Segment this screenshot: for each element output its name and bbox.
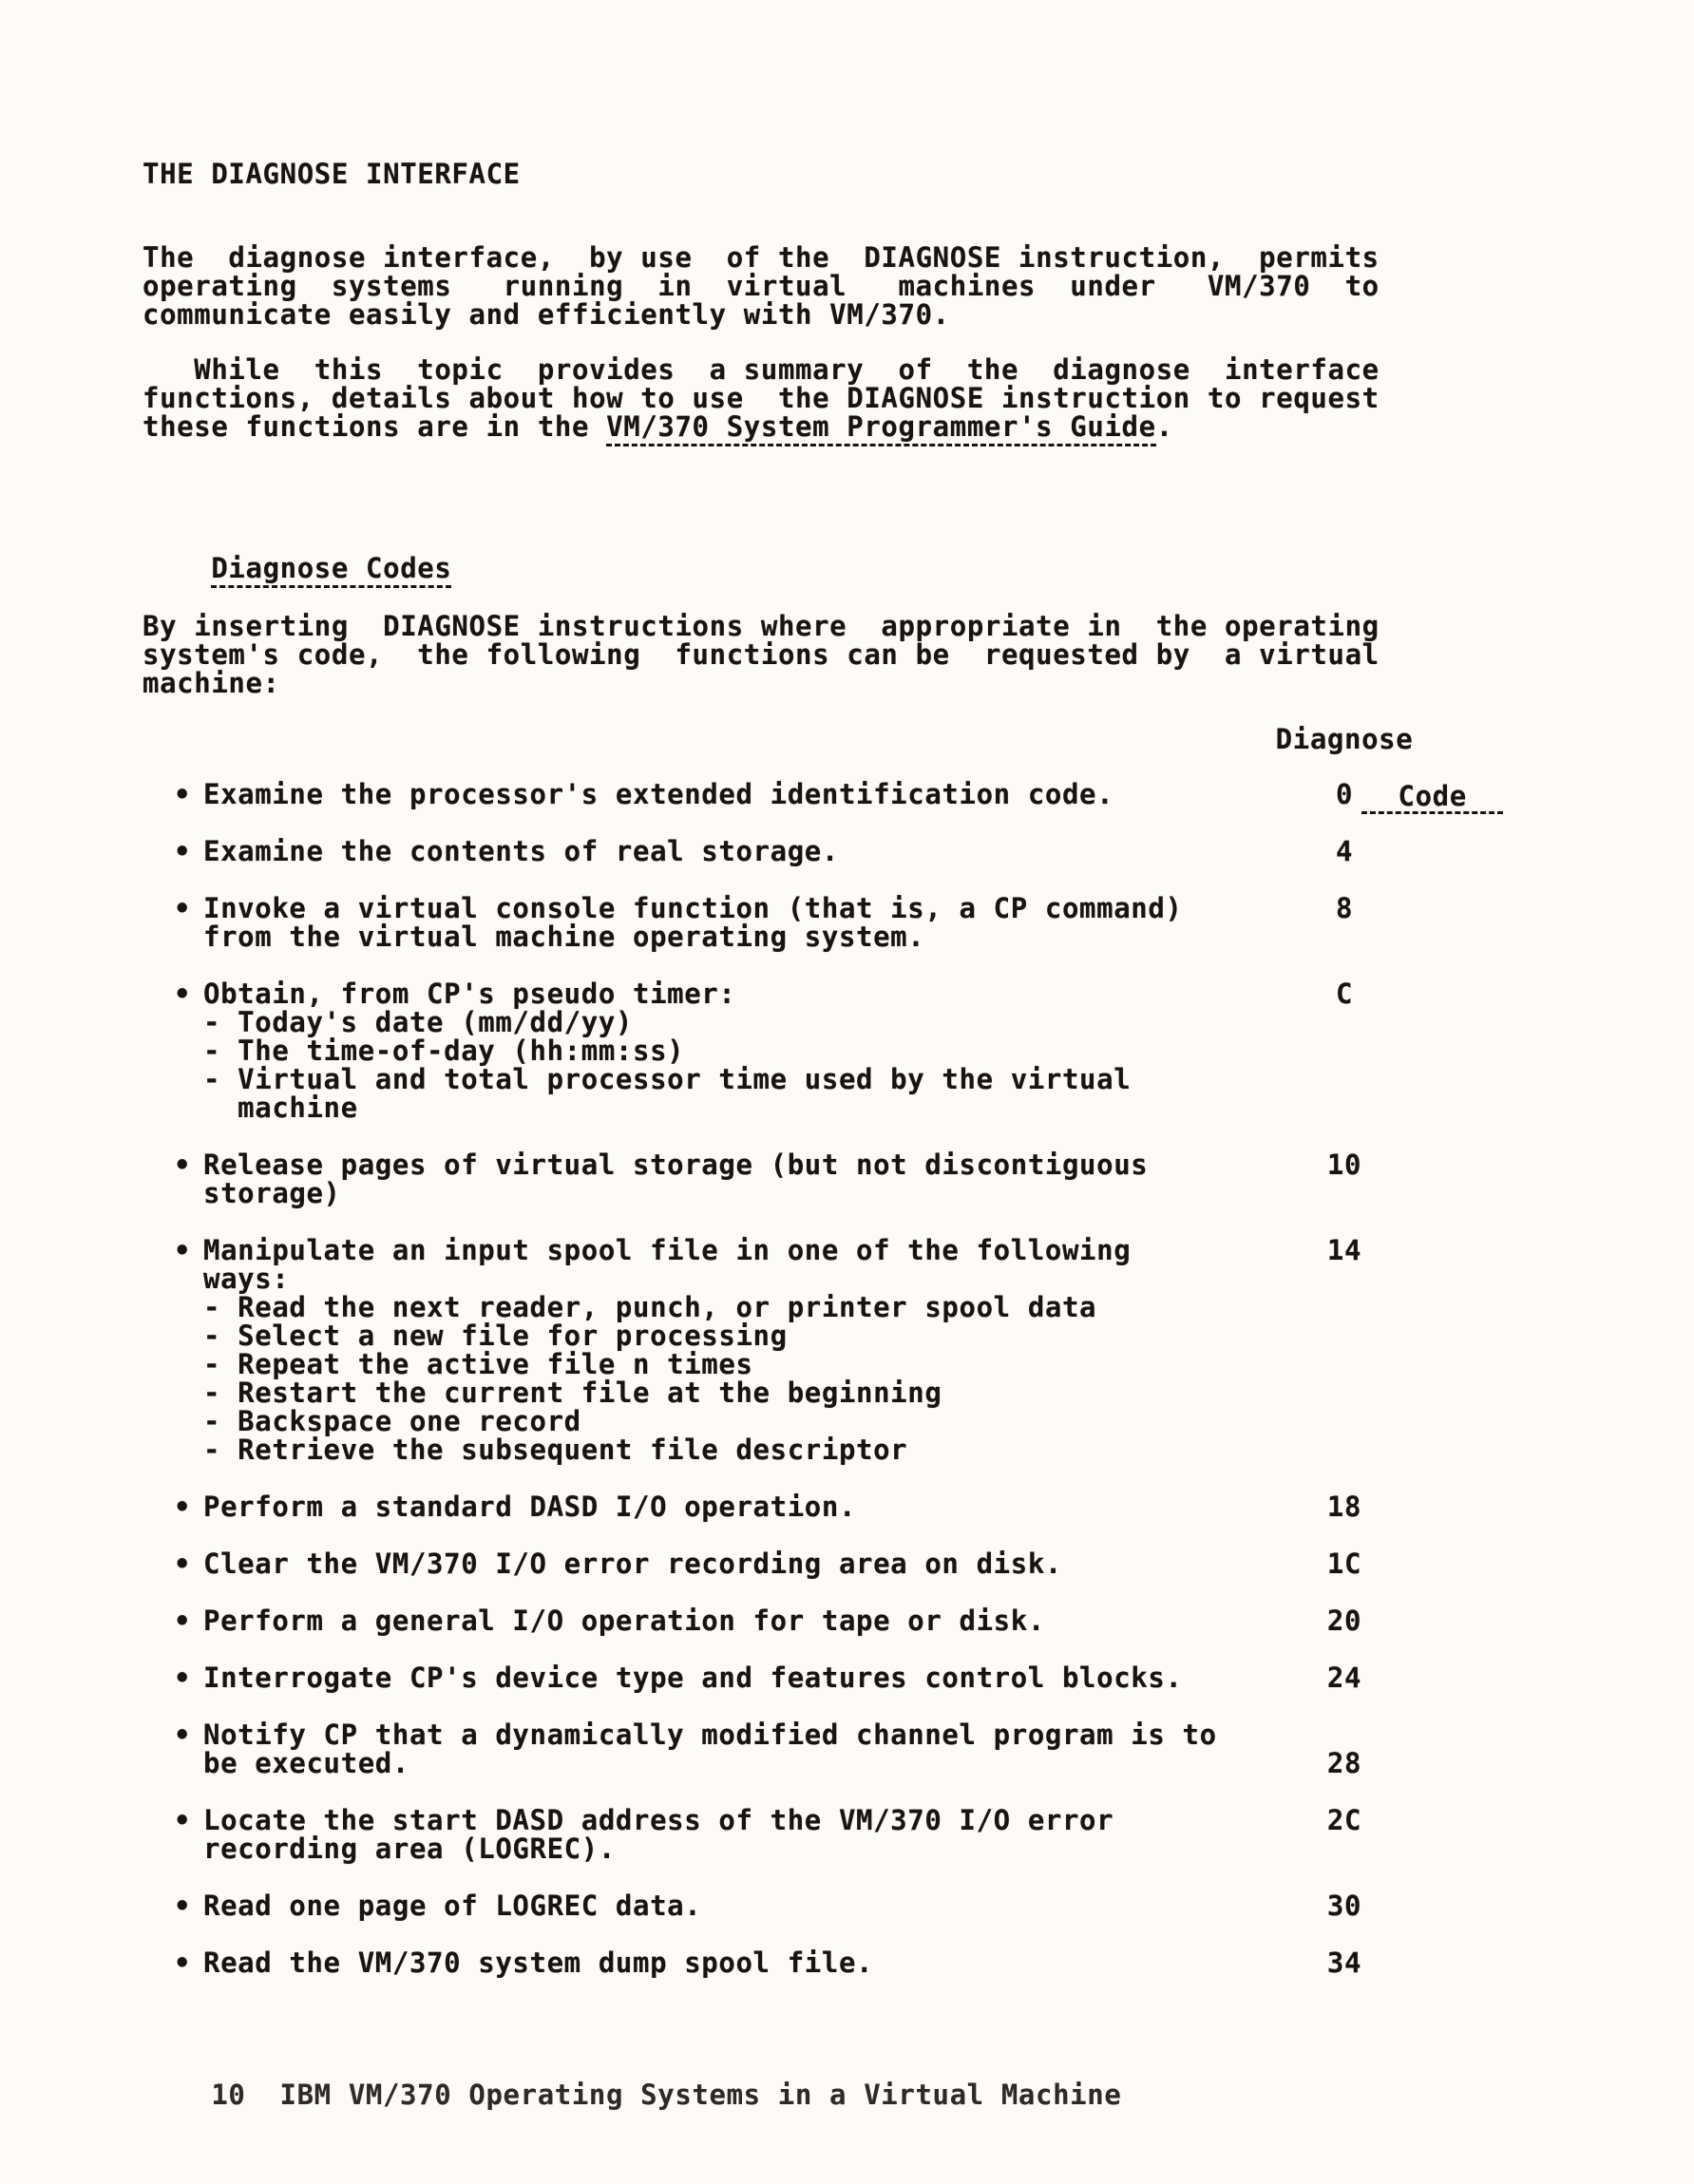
- diagnose-code-value: 20: [1326, 1605, 1362, 1637]
- list-item: [143, 1236, 1587, 1464]
- intro-paragraph: [143, 243, 1380, 329]
- text-line: machine: [203, 1092, 358, 1124]
- text-line: - Select a new file for processing: [203, 1320, 788, 1352]
- diagnose-code-value: 24: [1326, 1662, 1362, 1694]
- text-line: - Retrieve the subsequent file descriptor: [203, 1434, 908, 1466]
- text-line: ways:: [203, 1263, 290, 1295]
- text-line: - The time-of-day (hh:mm:ss): [203, 1035, 685, 1067]
- list-item: [143, 1663, 1587, 1692]
- diagnose-code-value: 14: [1326, 1234, 1362, 1266]
- text-segment: system's code, the following functions can be requested by a virtual: [143, 638, 1380, 671]
- bullet-icon: •: [174, 1890, 192, 1922]
- text-segment: operating systems running in virtual machines under VM/370 to: [143, 270, 1380, 302]
- diagnose-code-value: 4: [1335, 835, 1354, 867]
- text-line: - Today's date (mm/dd/yy): [203, 1006, 633, 1038]
- list-item: [143, 1720, 1587, 1777]
- text-line: [143, 612, 1380, 640]
- text-segment: By inserting DIAGNOSE instructions where appropriate in the operating: [143, 610, 1380, 642]
- page-footer: [143, 2052, 1121, 2137]
- bullet-icon: •: [174, 892, 192, 924]
- list-item: [143, 1948, 1587, 1977]
- text-line: Perform a standard DASD I/O operation.: [203, 1491, 857, 1523]
- text-line: Perform a general I/O operation for tape or disk.: [203, 1605, 1045, 1637]
- diagnose-functions-list: [143, 780, 1587, 2005]
- text-line: [143, 272, 1380, 300]
- diagnose-code-value: 30: [1326, 1890, 1362, 1922]
- bullet-icon: •: [174, 1548, 192, 1580]
- list-item: [143, 1549, 1587, 1578]
- bullet-icon: •: [174, 778, 192, 810]
- text-line: [143, 640, 1380, 669]
- text-line: from the virtual machine operating system.: [203, 921, 925, 953]
- section-heading-text: Diagnose Codes: [211, 552, 451, 588]
- diagnose-code-value: 10: [1326, 1149, 1362, 1181]
- underlined-book-title: VM/370 System Programmer's Guide: [606, 410, 1156, 446]
- text-line: Invoke a virtual console function (that is, a CP command): [203, 892, 1183, 924]
- bullet-icon: •: [174, 1947, 192, 1979]
- list-item: [143, 837, 1587, 865]
- text-segment: machine:: [143, 667, 280, 699]
- text-line: - Read the next reader, punch, or printer spool data: [203, 1291, 1097, 1323]
- text-line: Read one page of LOGREC data.: [203, 1890, 702, 1922]
- code-column-header-underlined: Code: [1361, 782, 1502, 814]
- text-line: Notify CP that a dynamically modified channel program is to: [203, 1719, 1217, 1751]
- bullet-icon: •: [174, 1719, 192, 1751]
- section-heading: [143, 525, 451, 611]
- diagnose-code-value: 1C: [1326, 1548, 1362, 1580]
- list-item: [143, 979, 1587, 1122]
- text-line: [143, 669, 1380, 697]
- text-line: [143, 300, 1380, 329]
- list-item: [143, 780, 1587, 808]
- lead-paragraph: [143, 612, 1380, 697]
- text-line: Examine the contents of real storage.: [203, 835, 839, 867]
- summary-paragraph: [143, 355, 1380, 441]
- bullet-icon: •: [174, 1491, 192, 1523]
- bullet-icon: •: [174, 1149, 192, 1181]
- text-line: Examine the processor's extended identification code.: [203, 778, 1114, 810]
- code-column-header-line1: Diagnose: [1275, 723, 1414, 755]
- text-line: - Backspace one record: [203, 1405, 581, 1437]
- bullet-icon: •: [174, 1804, 192, 1836]
- text-segment: .: [1155, 410, 1173, 443]
- text-line: Read the VM/370 system dump spool file.: [203, 1947, 874, 1979]
- diagnose-code-value: 0: [1335, 778, 1354, 810]
- diagnose-code-value: 34: [1326, 1947, 1362, 1979]
- text-segment: While this topic provides a summary of the diagnose interface: [143, 353, 1380, 386]
- bullet-icon: •: [174, 1605, 192, 1637]
- diagnose-code-value: 2C: [1326, 1804, 1362, 1836]
- text-segment: communicate easily and efficiently with VM/370.: [143, 298, 950, 331]
- list-item: [143, 1492, 1587, 1521]
- list-item: [143, 1606, 1587, 1635]
- list-item: [143, 1150, 1587, 1207]
- list-item: [143, 894, 1587, 951]
- text-line: recording area (LOGREC).: [203, 1833, 616, 1865]
- bullet-icon: •: [174, 978, 192, 1010]
- bullet-icon: •: [174, 1234, 192, 1266]
- text-line: Clear the VM/370 I/O error recording area on disk.: [203, 1548, 1062, 1580]
- text-line: [143, 243, 1380, 272]
- page-title: THE DIAGNOSE INTERFACE: [143, 158, 521, 190]
- text-line: - Restart the current file at the beginning: [203, 1377, 942, 1409]
- text-line: [143, 384, 1380, 412]
- text-line: Interrogate CP's device type and features control blocks.: [203, 1662, 1183, 1694]
- text-line: be executed.: [203, 1747, 409, 1779]
- text-segment: these functions are in the: [143, 410, 607, 443]
- text-line: Release pages of virtual storage (but not discontiguous: [203, 1149, 1149, 1181]
- list-item: [143, 1806, 1587, 1863]
- text-line: [143, 412, 1380, 441]
- diagnose-code-value: 28: [1326, 1747, 1362, 1779]
- text-line: Manipulate an input spool file in one of the following: [203, 1234, 1132, 1266]
- text-segment: The diagnose interface, by use of the DIAGNOSE instruction, permits: [143, 241, 1380, 274]
- diagnose-code-value: 8: [1335, 892, 1354, 924]
- list-item: [143, 1891, 1587, 1920]
- bullet-icon: •: [174, 835, 192, 867]
- diagnose-code-value: C: [1335, 978, 1354, 1010]
- diagnose-code-value: 18: [1326, 1491, 1362, 1523]
- text-line: Locate the start DASD address of the VM/370 I/O error: [203, 1804, 1114, 1836]
- text-line: [143, 355, 1380, 384]
- bullet-icon: •: [174, 1662, 192, 1694]
- text-line: Obtain, from CP's pseudo timer:: [203, 978, 736, 1010]
- text-line: storage): [203, 1177, 341, 1209]
- text-line: - Repeat the active file n times: [203, 1348, 753, 1380]
- text-segment: functions, details about how to use the DIAGNOSE instruction to request: [143, 382, 1380, 414]
- text-line: - Virtual and total processor time used by the virtual: [203, 1063, 1132, 1095]
- footer-text: IBM VM/370 Operating Systems in a Virtual Machine: [279, 2079, 1122, 2111]
- footer-page-number: 10: [211, 2079, 246, 2111]
